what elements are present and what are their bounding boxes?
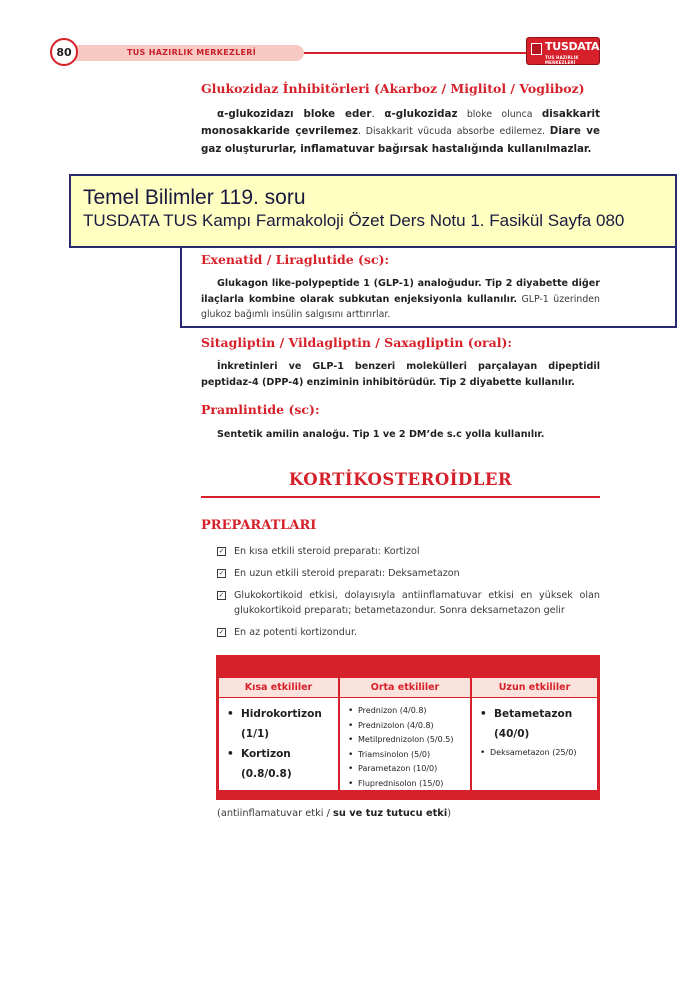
pramlintide-paragraph	[201, 427, 600, 443]
preparat-checklist	[217, 544, 600, 647]
cell-medium-acting	[340, 698, 470, 790]
checklist-text: Glukokortikoid etkisi, dolayısıyla antiinflamatuvar etkisi en yüksek olan glukokortikoid preparatı; betametazondur. Sonra deksametazon gelir	[234, 590, 600, 616]
banner-title: Temel Bilimler 119. soru	[83, 186, 306, 209]
book-icon	[531, 43, 542, 55]
banner-subtitle: TUSDATA TUS Kampı Farmakoloji Özet Ders Notu 1. Fasikül Sayfa 080	[83, 211, 625, 230]
checklist-text: En kısa etkili steroid preparatı: Kortizol	[234, 546, 420, 557]
footnote-bold: su ve tuz tutucu etki	[333, 808, 448, 819]
pramlintide-text: Sentetik amilin analoğu. Tip 1 ve 2 DM’de s.c yolla kullanılır.	[217, 429, 545, 440]
page-number: 80	[50, 38, 78, 66]
tusdata-logo	[526, 37, 600, 65]
preparatlari-heading: PREPARATLARI	[201, 518, 317, 533]
footnote-post: )	[447, 808, 452, 819]
question-reference-banner	[69, 174, 677, 248]
short-item: • Kortizon (0.8/0.8)	[227, 744, 338, 784]
glukozidaz-text-6: . Disakkarit vücuda absorbe edilemez.	[357, 126, 550, 138]
header-kisa-etkililer: Kısa etkililer	[219, 678, 338, 697]
glukozidaz-paragraph	[201, 106, 600, 158]
exenatid-text-light: GLP-1 üzerinden glukoz bağımlı insülin salgısını arttırırlar.	[201, 293, 600, 320]
glukozidaz-text-1: α-glukozidazı bloke eder	[217, 108, 372, 120]
table-footnote	[217, 808, 451, 819]
glukozidaz-text-7: Diare ve gaz oluştururlar, inflamatuvar bağırsak hastalığında kullanılmazlar.	[201, 125, 600, 155]
kortikosteroidler-title: KORTİKOSTEROİDLER	[288, 470, 513, 489]
header-uzun-etkililer: Uzun etkililer	[472, 678, 597, 697]
checklist-text: En az potenti kortizondur.	[234, 627, 358, 638]
exenatid-text-bold: Glukagon like-polypeptide 1 (GLP-1) analoğudur. Tip 2 diyabette diğer ilaçlarla kombine olarak subkutan enjeksiyonla kullanılır.	[201, 278, 600, 305]
cell-short-acting	[219, 698, 338, 790]
medium-item: • Metilprednizolon (5/0.5)	[348, 733, 470, 748]
glukozidaz-text-5: disakkarit monosakkaride çevrilemez	[201, 108, 601, 138]
checkbox-icon: ✓	[218, 569, 225, 577]
checklist-item	[217, 625, 600, 640]
checkbox-icon: ✓	[218, 591, 225, 599]
glukozidaz-text-3: α-glukozidaz	[384, 108, 458, 120]
highlight-frame	[180, 246, 677, 328]
glukozidaz-heading: Glukozidaz İnhibitörleri (Akarboz / Miglitol / Vogliboz)	[201, 81, 585, 96]
medium-item: • Parametazon (10/0)	[348, 762, 470, 777]
medium-item: • Prednizolon (4/0.8)	[348, 719, 470, 734]
logo-subtext: TUS HAZIRLIK MERKEZLERİ	[545, 55, 579, 65]
exenatid-heading: Exenatid / Liraglutide (sc):	[201, 252, 390, 267]
pramlintide-heading: Pramlintide (sc):	[201, 402, 320, 417]
checklist-item	[217, 588, 600, 618]
medium-item: • Prednizon (4/0.8)	[348, 704, 470, 719]
checkbox-icon: ✓	[218, 628, 225, 636]
sitagliptin-paragraph	[201, 359, 600, 390]
header-divider	[304, 52, 532, 54]
medium-item: • Triamsinolon (5/0)	[348, 748, 470, 763]
checklist-text: En uzun etkili steroid preparatı: Deksametazon	[234, 568, 460, 579]
medium-item: • Fluprednisolon (15/0)	[348, 777, 470, 792]
glukozidaz-text-4: bloke olunca	[457, 109, 542, 120]
running-title: TUS HAZIRLIK MERKEZLERİ	[72, 45, 304, 61]
cell-long-acting	[472, 698, 597, 790]
footnote-pre: (antiinflamatuvar etki /	[217, 808, 334, 819]
header-orta-etkililer: Orta etkililer	[340, 678, 470, 697]
sitagliptin-heading: Sitagliptin / Vildagliptin / Saxagliptin (oral):	[201, 335, 513, 350]
logo-text: TUSDATA	[545, 40, 600, 53]
long-item-sub: • Deksametazon (25/0)	[480, 746, 597, 761]
kortikosteroid-table	[216, 655, 600, 800]
title-rule	[201, 496, 600, 498]
glukozidaz-text-2: .	[371, 108, 385, 120]
checkbox-icon: ✓	[218, 547, 225, 555]
short-item: • Hidrokortizon (1/1)	[227, 704, 338, 744]
checklist-item	[217, 544, 600, 559]
long-item-main: • Betametazon (40/0)	[480, 704, 597, 744]
sitagliptin-text: İnkretinleri ve GLP-1 benzeri molekülleri parçalayan dipeptidil peptidaz-4 (DPP-4) enziminin inhibitörüdür. Tip 2 diyabette kullanılır.	[201, 361, 600, 388]
checklist-item	[217, 566, 600, 581]
